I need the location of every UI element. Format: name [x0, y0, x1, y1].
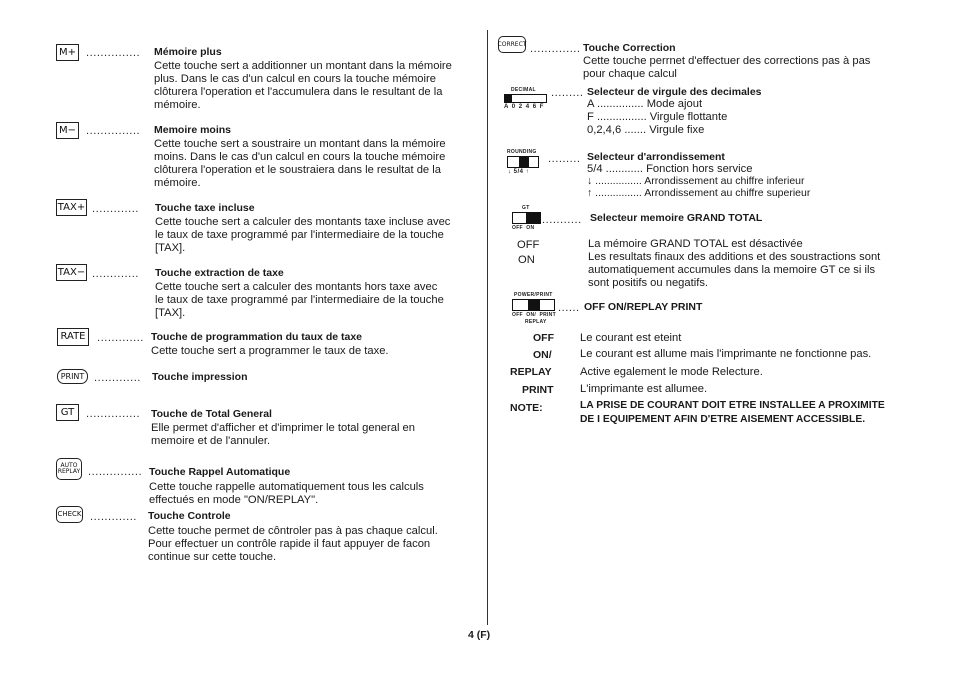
- power-switch-positions: OFF ON/ PRINT: [512, 312, 556, 318]
- option-value: Arrondissement au chiffre superieur: [644, 187, 811, 199]
- power-option-key-off: OFF: [533, 332, 554, 344]
- option-key: 5/4: [587, 163, 603, 175]
- check-key-icon: CHECK: [56, 506, 83, 523]
- auto-replay-description: [149, 481, 424, 507]
- decimal-option-f: [587, 111, 727, 123]
- grand-total-description: [151, 422, 415, 448]
- note-text: [580, 399, 885, 427]
- description-line: mémoire.: [154, 99, 201, 111]
- gt-switch-positions: OFF ON: [512, 225, 535, 231]
- rate-title: Touche de programmation du taux de taxe: [151, 331, 363, 343]
- check-description: [148, 525, 438, 564]
- correct-title: Touche Correction: [583, 42, 676, 54]
- tax-minus-title: Touche extraction de taxe: [155, 267, 284, 279]
- print-key-icon: PRINT: [57, 369, 88, 384]
- description-line: le taux de taxe programmé par l'intermediaire de la touche: [155, 229, 444, 241]
- description-line: Cette touche sert a calculer des montants hors taxe avec: [155, 281, 438, 293]
- rounding-title: Selecteur d'arrondissement: [587, 151, 725, 163]
- memory-minus-description: [154, 138, 446, 190]
- description-line: Cette touche sert a calculer des montants taxe incluse avec: [155, 216, 451, 228]
- description-line: pour chaque calcul: [583, 68, 677, 80]
- description-line: continue sur cette touche.: [148, 551, 277, 563]
- leader-dots: .............: [97, 332, 144, 344]
- switch-knob: [526, 213, 540, 223]
- switch-knob: [519, 157, 529, 167]
- decimal-title: Selecteur de virgule des decimales: [587, 86, 762, 98]
- gt-selector-switch-icon: [512, 212, 541, 224]
- option-value: Mode ajout: [646, 98, 703, 110]
- leader-dots: ...............: [596, 98, 644, 110]
- tax-plus-key-icon: TAX+: [56, 199, 87, 216]
- option-key: A: [587, 98, 594, 110]
- leader-dots: ...............: [86, 408, 141, 420]
- power-option-key-on: ON/: [533, 349, 552, 361]
- description-line: mémoire.: [154, 177, 201, 189]
- leader-dots: .............: [90, 511, 137, 523]
- leader-dots: ..............: [530, 43, 581, 55]
- power-switch-label: POWER/PRINT: [514, 292, 553, 298]
- memory-plus-key-icon: M+: [56, 44, 79, 61]
- option-value: Arrondissement au chiffre inferieur: [644, 175, 805, 187]
- power-option-key-replay: REPLAY: [510, 366, 552, 378]
- description-line: [TAX].: [155, 307, 186, 319]
- description-line: memoire et de l'annuler.: [151, 435, 271, 447]
- gt-option-key-off: OFF: [517, 239, 540, 251]
- leader-dots: .............: [92, 268, 139, 280]
- rate-description: [151, 345, 389, 358]
- option-value: Fonction hors service: [646, 163, 753, 175]
- tax-plus-title: Touche taxe incluse: [155, 202, 255, 214]
- description-line: Les resultats finaux des additions et des soustractions sont: [588, 251, 881, 263]
- correct-key-icon: CORRECT: [498, 36, 526, 53]
- leader-dots: ............: [605, 163, 643, 175]
- gt-option-on-description: [588, 251, 880, 290]
- round-down-arrow-icon: ↓: [587, 175, 593, 187]
- gt-switch-label: GT: [522, 205, 530, 211]
- switch-knob: [528, 300, 540, 310]
- grand-total-key-icon: GT: [56, 404, 79, 421]
- power-option-print-value: L'imprimante est allumee.: [580, 383, 708, 395]
- option-value: Virgule fixe: [649, 124, 705, 136]
- description-line: La mémoire GRAND TOTAL est désactivée: [588, 238, 803, 250]
- page-number: 4 (F): [468, 629, 491, 641]
- power-selector-switch-icon: [512, 299, 555, 311]
- description-line: Cette touche sert a programmer le taux de taxe.: [151, 345, 389, 357]
- note-line: DE I EQUIPEMENT AFIN D'ETRE AISEMENT ACCESSIBLE.: [580, 414, 866, 425]
- leader-dots: .............: [94, 372, 141, 384]
- check-title: Touche Controle: [148, 510, 231, 522]
- key-label: AUTO: [60, 462, 78, 469]
- decimal-option-fixed: [587, 124, 704, 136]
- power-option-on-value: Le courant est allume mais l'imprimante ne fonctionne pas.: [580, 348, 872, 360]
- description-line: Pour effectuer un contrôle rapide il faut appuyer de facon: [148, 538, 431, 550]
- description-line: [TAX].: [155, 242, 186, 254]
- decimal-selector-switch-icon: [504, 94, 547, 103]
- leader-dots: ................: [595, 175, 642, 187]
- decimal-switch-positions: A 0 2 4 6 F: [504, 104, 545, 110]
- tax-minus-description: [155, 281, 444, 320]
- switch-knob: [505, 95, 512, 102]
- grand-total-title: Touche de Total General: [151, 408, 272, 420]
- tax-minus-key-icon: TAX−: [56, 264, 87, 281]
- decimal-switch-label: DECIMAL: [511, 87, 536, 93]
- leader-dots: ................: [596, 111, 647, 123]
- power-option-off-value: Le courant est eteint: [580, 332, 682, 344]
- power-title: OFF ON/REPLAY PRINT: [584, 301, 703, 313]
- memory-minus-key-icon: M−: [56, 122, 79, 139]
- round-up-arrow-icon: ↑: [587, 187, 593, 199]
- correct-description: [583, 55, 870, 81]
- leader-dots: ...............: [86, 47, 141, 59]
- rate-key-icon: RATE: [57, 328, 89, 346]
- print-title: Touche impression: [152, 371, 248, 383]
- rounding-switch-label: ROUNDING: [507, 149, 537, 155]
- description-line: Cette touche rappelle automatiquement tous les calculs: [149, 481, 424, 493]
- description-line: Cette touche permet de côntroler pas à pas chaque calcul.: [148, 525, 438, 537]
- option-value: Virgule flottante: [649, 111, 728, 123]
- auto-replay-title: Touche Rappel Automatique: [149, 466, 291, 478]
- column-divider: [487, 30, 488, 625]
- rounding-switch-positions: ↓ 5/4 ↑: [508, 169, 530, 175]
- description-line: automatiquement accumules dans la memoire GT ce si ils: [588, 264, 876, 276]
- option-key: F: [587, 111, 594, 123]
- description-line: plus. Dans le cas d'un calcul en cours la touche mémoire: [154, 73, 436, 85]
- gt-option-off-description: [588, 238, 803, 251]
- description-line: sont positifs ou negatifs.: [588, 277, 709, 289]
- description-line: Cette touche perrnet d'effectuer des corrections pas à pas: [583, 55, 871, 67]
- memory-minus-title: Memoire moins: [154, 124, 232, 136]
- leader-dots: .........: [548, 153, 581, 165]
- description-line: le taux de taxe programmé par l'intermediaire de la touche: [155, 294, 444, 306]
- description-line: clôturera l'operation et l'accumulera dans le resultant de la: [154, 86, 443, 98]
- note-line: LA PRISE DE COURANT DOIT ETRE INSTALLEE A PROXIMITE: [580, 400, 885, 411]
- memory-plus-title: Mémoire plus: [154, 46, 222, 58]
- note-label: NOTE:: [510, 402, 543, 414]
- rounding-option-down: [587, 175, 805, 187]
- power-option-key-print: PRINT: [522, 384, 554, 396]
- rounding-selector-switch-icon: [507, 156, 539, 168]
- leader-dots: .............: [92, 203, 139, 215]
- gt-selector-title: Selecteur memoire GRAND TOTAL: [590, 212, 763, 224]
- leader-dots: ................: [595, 187, 642, 199]
- decimal-option-a: [587, 98, 702, 110]
- description-line: Elle permet d'afficher et d'imprimer le total general en: [151, 422, 415, 434]
- leader-dots: ...........: [542, 214, 582, 226]
- auto-replay-key-icon: [56, 458, 82, 480]
- leader-dots: .........: [551, 87, 584, 99]
- description-line: effectués en mode "ON/REPLAY".: [149, 494, 319, 506]
- key-label: REPLAY: [57, 468, 81, 475]
- rounding-option-up: [587, 187, 810, 199]
- leader-dots: .......: [624, 124, 647, 136]
- memory-plus-description: [154, 60, 452, 112]
- leader-dots: ......: [558, 302, 580, 314]
- option-key: 0,2,4,6: [587, 124, 622, 136]
- leader-dots: ...............: [88, 466, 143, 478]
- description-line: Cette touche sert a soustraire un montant dans la mémoire: [154, 138, 446, 150]
- description-line: moins. Dans le cas d'un calcul en cours la touche mémoire: [154, 151, 446, 163]
- gt-option-key-on: ON: [518, 254, 535, 266]
- power-switch-positions-replay: REPLAY: [525, 319, 547, 325]
- leader-dots: ...............: [86, 125, 141, 137]
- tax-plus-description: [155, 216, 450, 255]
- description-line: clôturera l'operation et le soustraiera dans le resultat de la: [154, 164, 441, 176]
- power-option-replay-value: Active egalement le mode Relecture.: [580, 366, 763, 378]
- description-line: Cette touche sert a additionner un montant dans la mémoire: [154, 60, 452, 72]
- rounding-option-54: [587, 163, 752, 175]
